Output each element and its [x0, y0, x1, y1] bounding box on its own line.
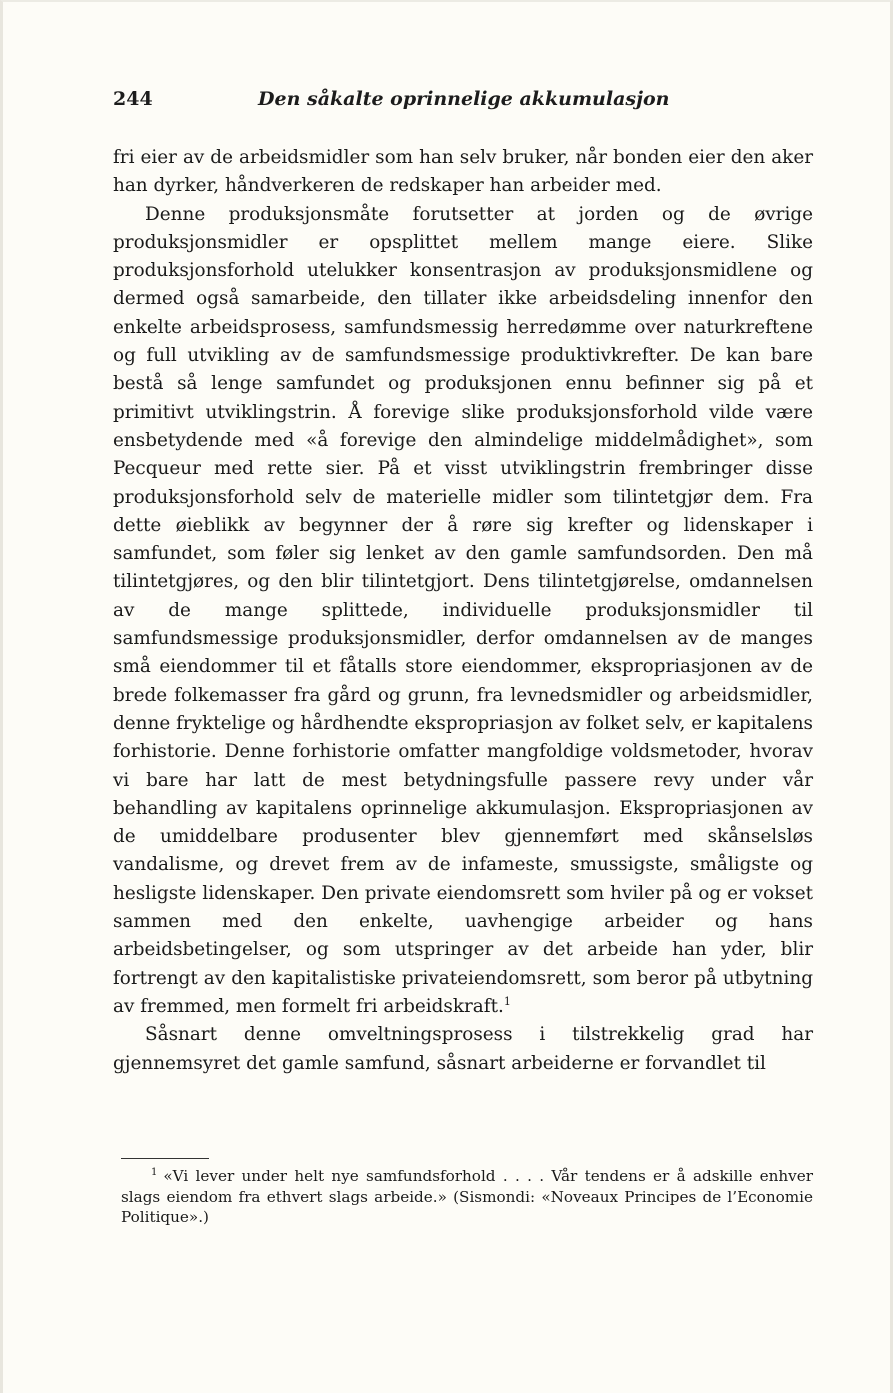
paragraph-3: Såsnart denne omveltningsprosess i tilstrekkelig grad har gjennemsyret det gamle samfund, såsnart arbeiderne er forvandlet til — [113, 1024, 813, 1074]
body-text — [113, 144, 813, 1078]
page-header — [113, 88, 813, 118]
paragraph-1: fri eier av de arbeidsmidler som han selv bruker, når bonden eier den aker han dyrker, håndverkeren de redskaper han arbeider med. — [113, 147, 813, 197]
paragraph-2-text: Denne produksjonsmåte forutsetter at jorden og de øvrige produksjonsmidler er opsplittet mellem mange eiere. Slike produksjonsforhold utelukker konsentrasjon av produksjonsmidlene og dermed også samarbeide, den tillater ikke arbeidsdeling innenfor den enkelte arbeidsprosess, samfundsmessig herredømme over naturkreftene og full utvikling av de samfundsmessige produktivkrefter. De kan bare bestå så lenge samfundet og produksjonen ennu befinner sig på et primitivt utviklingstrin. Å forevige slike produksjonsforhold vilde være ensbetydende med «å forevige den almindelige middelmådighet», som Pecqueur med rette sier. På et visst utviklingstrin frembringer disse produksjonsforhold selv de materielle midler som tilintetgjør dem. Fra dette øieblikk av begynner der å røre sig krefter og lidenskaper i samfundet, som føler sig lenket av den gamle samfundsorden. Den må tilintetgjøres, og den blir tilintetgjort. Dens tilintetgjørelse, omdannelsen av de mange splittede, individuelle produksjonsmidler til samfundsmessige produksjonsmidler, derfor omdannelsen av de manges små eiendommer til et fåtalls store eiendommer, ekspropriasjonen av de brede folkemasser fra gård og grunn, fra levnedsmidler og arbeidsmidler, denne fryktelige og hårdhendte ekspropriasjon av folket selv, er kapitalens forhistorie. Denne forhistorie omfatter mangfoldige voldsmetoder, hvorav vi bare har latt de mest betydningsfulle passere revy under vår behandling av kapitalens oprinnelige akkumulasjon. Ekspropriasjonen av de umiddelbare produsenter blev gjennemført med skånselsløs vandalisme, og drevet frem av de infameste, smussigste, småligste og hesligste lidenskaper. Den private eiendomsrett som hviler på og er vokset sammen med den enkelte, uavhengige arbeider og hans arbeidsbetingelser, og som utspringer av det arbeide han yder, blir fortrengt av den kapitalistiske privateiendomsrett, som beror på utbytning av fremmed, men formelt fri arbeidskraft. — [113, 203, 813, 1017]
footnote-divider — [121, 1158, 209, 1159]
running-title: Den såkalte oprinnelige akkumulasjon — [258, 88, 670, 110]
page-number: 244 — [113, 88, 153, 110]
footnote — [121, 1166, 813, 1228]
footnote-marker: 1 — [151, 1166, 158, 1178]
paragraph-2 — [113, 201, 813, 1022]
footnote-text: «Vi lever under helt nye samfundsforhold . . . . Vår tendens er å adskille enhver slags eiendom fra ethvert slags arbeide.» (Sismondi: «Noveaux Principes de l’Economie Politique».) — [121, 1167, 813, 1226]
footnote-reference: 1 — [503, 994, 511, 1008]
